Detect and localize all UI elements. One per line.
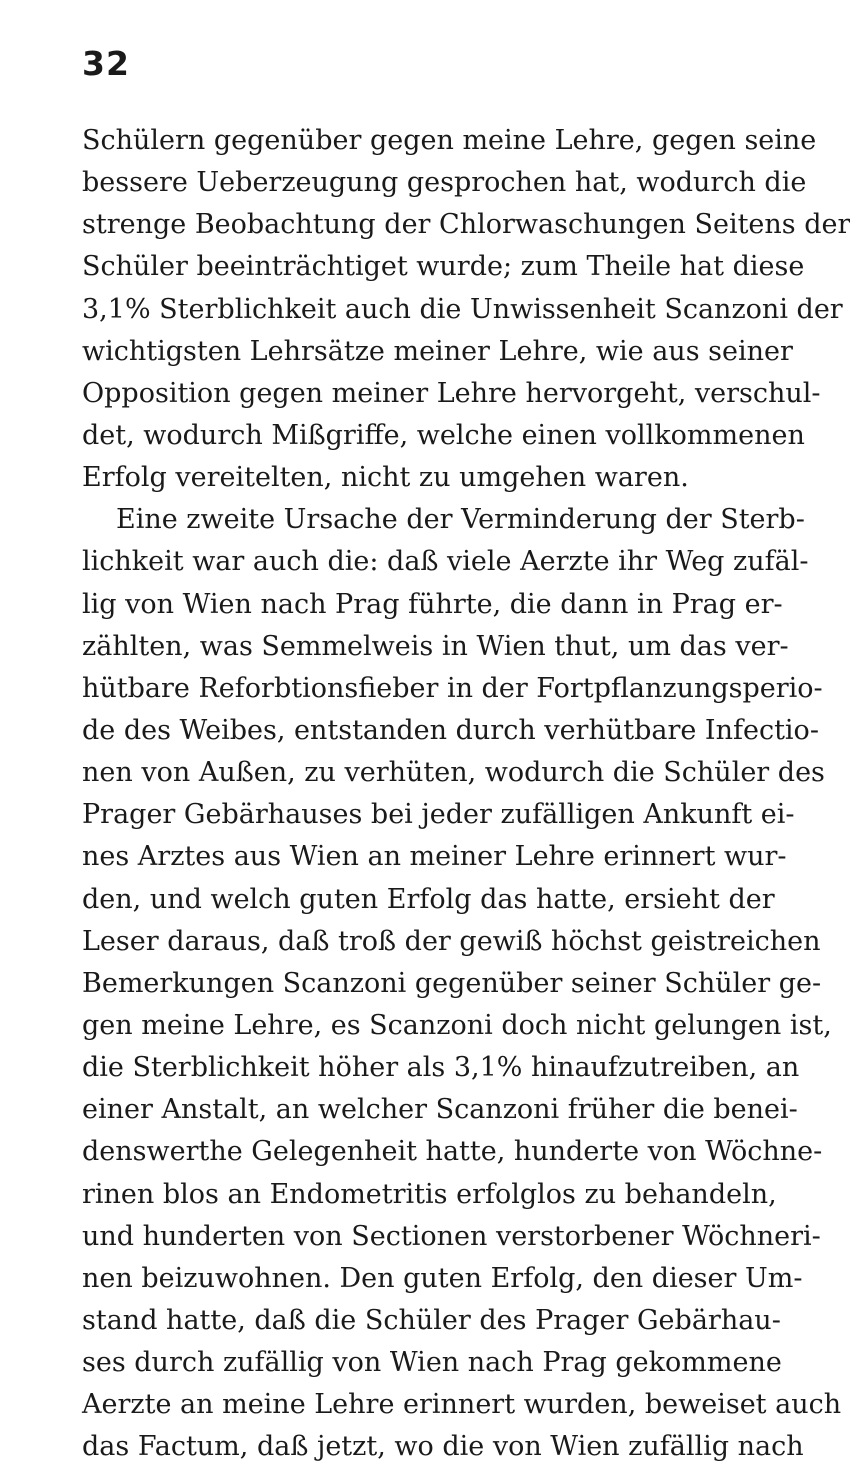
text-line: Opposition gegen meiner Lehre hervorgeht, verschul- — [82, 377, 821, 409]
text-line: de des Weibes, entstanden durch verhütbare Infectio- — [82, 714, 819, 746]
text-line: nen beizuwohnen. Den guten Erfolg, den dieser Um- — [82, 1262, 803, 1294]
text-line: det, wodurch Mißgriffe, welche einen vollkommenen — [82, 419, 805, 451]
body-text — [82, 120, 850, 1469]
text-line: 3,1% Sterblichkeit auch die Unwissenheit Scanzoni der — [82, 293, 843, 325]
text-line: zählten, was Semmelweis in Wien thut, um das ver- — [82, 630, 789, 662]
text-line: bessere Ueberzeugung gesprochen hat, wodurch die — [82, 167, 807, 199]
text-line: Leser daraus, daß troß der gewiß höchst geistreichen — [82, 925, 821, 957]
text-line: Schülern gegenüber gegen meine Lehre, gegen seine — [82, 125, 817, 156]
page-number: 32 — [82, 44, 130, 83]
text-line: Eine zweite Ursache der Verminderung der Sterb- — [116, 504, 805, 536]
text-line: Erfolg vereitelten, nicht zu umgehen waren. — [82, 462, 689, 494]
text-line: gen meine Lehre, es Scanzoni doch nicht gelungen ist, — [82, 1009, 832, 1041]
text-line: wichtigsten Lehrsätze meiner Lehre, wie aus seiner — [82, 335, 793, 367]
text-line: Schüler beeinträchtiget wurde; zum Theile hat diese — [82, 251, 805, 283]
text-line: nen von Außen, zu verhüten, wodurch die Schüler des — [82, 757, 825, 789]
text-line: Aerzte an meine Lehre erinnert wurden, beweiset auch — [82, 1389, 842, 1421]
text-line: rinen blos an Endometritis erfolglos zu behandeln, — [82, 1178, 777, 1210]
text-line: nes Arztes aus Wien an meiner Lehre erinnert wur- — [82, 841, 787, 873]
text-line: lig von Wien nach Prag führte, die dann in Prag er- — [82, 588, 783, 620]
text-line: den, und welch guten Erfolg das hatte, ersieht der — [82, 883, 775, 915]
text-line: denswerthe Gelegenheit hatte, hunderte von Wöchne- — [82, 1136, 823, 1168]
text-line: Prager Gebärhauses bei jeder zufälligen Ankunft ei- — [82, 799, 795, 831]
text-line: die Sterblichkeit höher als 3,1% hinaufzutreiben, an — [82, 1052, 800, 1084]
text-line: das Factum, daß jetzt, wo die von Wien zufällig nach — [82, 1431, 804, 1463]
text-line: Bemerkungen Scanzoni gegenüber seiner Schüler ge- — [82, 967, 822, 999]
text-line: strenge Beobachtung der Chlorwaschungen Seitens der — [82, 209, 850, 241]
text-line: und hunderten von Sectionen verstorbener Wöchneri- — [82, 1220, 821, 1252]
text-line: hütbare Reforbtionsfieber in der Fortpflanzungsperio- — [82, 672, 823, 704]
text-line: lichkeit war auch die: daß viele Aerzte ihr Weg zufäl- — [82, 546, 809, 578]
text-line: stand hatte, daß die Schüler des Prager Gebärhau- — [82, 1304, 781, 1336]
text-line: ses durch zufällig von Wien nach Prag gekommene — [82, 1347, 782, 1379]
text-line: einer Anstalt, an welcher Scanzoni früher die benei- — [82, 1094, 798, 1126]
